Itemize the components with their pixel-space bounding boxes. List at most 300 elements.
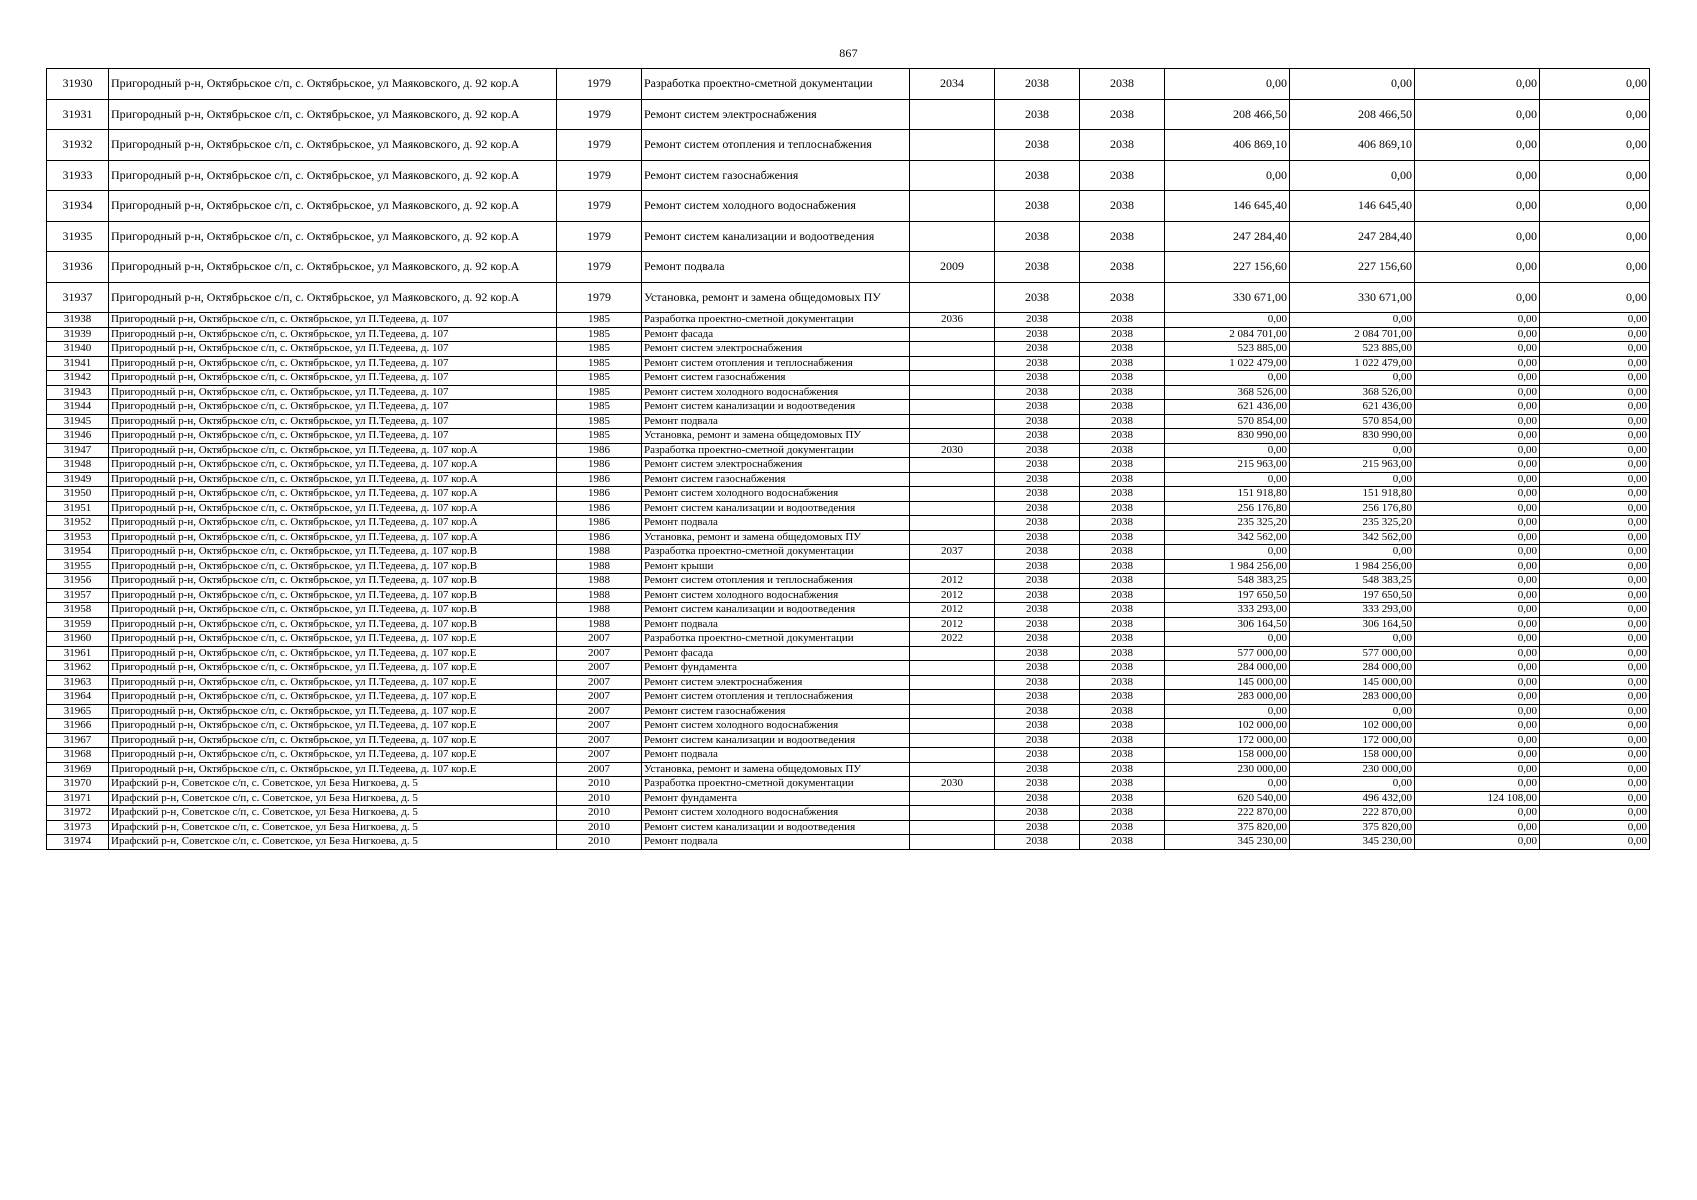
row-number-cell: 31967 [47,733,109,748]
other-cost-cell: 0,00 [1540,530,1650,545]
total-cost-cell: 330 671,00 [1165,282,1290,313]
total-cost-cell: 158 000,00 [1165,748,1290,763]
work-type-cell: Ремонт систем электроснабжения [642,342,910,357]
row-number-cell: 31968 [47,748,109,763]
row-number-cell: 31970 [47,777,109,792]
fund-cost-cell: 306 164,50 [1290,617,1415,632]
last-repair-year-cell [910,191,995,222]
row-number-cell: 31940 [47,342,109,357]
last-repair-year-cell [910,646,995,661]
address-cell: Пригородный р-н, Октябрьское с/п, с. Октябрьское, ул П.Тедеева, д. 107 кор.Е [109,646,557,661]
table-row [47,160,1650,191]
fund-cost-cell: 1 984 256,00 [1290,559,1415,574]
owner-cost-cell: 0,00 [1415,191,1540,222]
plan-start-year-cell: 2038 [995,487,1080,502]
build-year-cell: 1988 [557,545,642,560]
work-type-cell: Разработка проектно-сметной документации [642,632,910,647]
work-type-cell: Установка, ремонт и замена общедомовых ПУ [642,429,910,444]
other-cost-cell: 0,00 [1540,675,1650,690]
other-cost-cell: 0,00 [1540,835,1650,850]
plan-start-year-cell: 2038 [995,574,1080,589]
owner-cost-cell: 0,00 [1415,704,1540,719]
work-type-cell: Ремонт фасада [642,646,910,661]
fund-cost-cell: 0,00 [1290,632,1415,647]
table-row [47,762,1650,777]
row-number-cell: 31954 [47,545,109,560]
total-cost-cell: 284 000,00 [1165,661,1290,676]
row-number-cell: 31965 [47,704,109,719]
build-year-cell: 2007 [557,719,642,734]
row-number-cell: 31932 [47,130,109,161]
table-row [47,501,1650,516]
table-row [47,313,1650,328]
address-cell: Ирафский р-н, Советское с/п, с. Советское, ул Беза Нигкоева, д. 5 [109,806,557,821]
build-year-cell: 2010 [557,806,642,821]
plan-end-year-cell: 2038 [1080,191,1165,222]
last-repair-year-cell [910,487,995,502]
last-repair-year-cell [910,429,995,444]
owner-cost-cell: 0,00 [1415,472,1540,487]
plan-start-year-cell: 2038 [995,371,1080,386]
address-cell: Пригородный р-н, Октябрьское с/п, с. Октябрьское, ул П.Тедеева, д. 107 кор.Е [109,661,557,676]
owner-cost-cell: 0,00 [1415,487,1540,502]
total-cost-cell: 283 000,00 [1165,690,1290,705]
plan-start-year-cell: 2038 [995,130,1080,161]
table-row [47,820,1650,835]
fund-cost-cell: 0,00 [1290,777,1415,792]
build-year-cell: 1986 [557,443,642,458]
owner-cost-cell: 0,00 [1415,501,1540,516]
build-year-cell: 1985 [557,342,642,357]
last-repair-year-cell: 2034 [910,69,995,100]
fund-cost-cell: 333 293,00 [1290,603,1415,618]
work-type-cell: Ремонт систем газоснабжения [642,371,910,386]
total-cost-cell: 0,00 [1165,160,1290,191]
owner-cost-cell: 0,00 [1415,603,1540,618]
plan-start-year-cell: 2038 [995,646,1080,661]
table-body [47,69,1650,850]
owner-cost-cell: 0,00 [1415,282,1540,313]
total-cost-cell: 146 645,40 [1165,191,1290,222]
last-repair-year-cell [910,400,995,415]
work-type-cell: Ремонт подвала [642,617,910,632]
other-cost-cell: 0,00 [1540,327,1650,342]
last-repair-year-cell [910,820,995,835]
plan-end-year-cell: 2038 [1080,690,1165,705]
other-cost-cell: 0,00 [1540,342,1650,357]
other-cost-cell: 0,00 [1540,429,1650,444]
row-number-cell: 31949 [47,472,109,487]
fund-cost-cell: 0,00 [1290,443,1415,458]
owner-cost-cell: 0,00 [1415,675,1540,690]
address-cell: Пригородный р-н, Октябрьское с/п, с. Октябрьское, ул П.Тедеева, д. 107 кор.Е [109,675,557,690]
total-cost-cell: 345 230,00 [1165,835,1290,850]
table-row [47,661,1650,676]
last-repair-year-cell [910,99,995,130]
work-type-cell: Разработка проектно-сметной документации [642,313,910,328]
total-cost-cell: 548 383,25 [1165,574,1290,589]
last-repair-year-cell: 2036 [910,313,995,328]
last-repair-year-cell: 2030 [910,777,995,792]
build-year-cell: 1986 [557,487,642,502]
fund-cost-cell: 342 562,00 [1290,530,1415,545]
address-cell: Пригородный р-н, Октябрьское с/п, с. Октябрьское, ул Маяковского, д. 92 кор.А [109,191,557,222]
plan-start-year-cell: 2038 [995,501,1080,516]
table-row [47,835,1650,850]
address-cell: Пригородный р-н, Октябрьское с/п, с. Октябрьское, ул П.Тедеева, д. 107 кор.В [109,545,557,560]
work-type-cell: Установка, ремонт и замена общедомовых ПУ [642,282,910,313]
plan-end-year-cell: 2038 [1080,661,1165,676]
work-type-cell: Ремонт крыши [642,559,910,574]
owner-cost-cell: 0,00 [1415,762,1540,777]
build-year-cell: 2007 [557,690,642,705]
work-type-cell: Ремонт систем холодного водоснабжения [642,191,910,222]
row-number-cell: 31960 [47,632,109,647]
plan-start-year-cell: 2038 [995,429,1080,444]
fund-cost-cell: 0,00 [1290,371,1415,386]
work-type-cell: Ремонт систем канализации и водоотведения [642,820,910,835]
work-type-cell: Ремонт систем отопления и теплоснабжения [642,690,910,705]
address-cell: Пригородный р-н, Октябрьское с/п, с. Октябрьское, ул П.Тедеева, д. 107 [109,385,557,400]
total-cost-cell: 830 990,00 [1165,429,1290,444]
other-cost-cell: 0,00 [1540,191,1650,222]
table-row [47,791,1650,806]
row-number-cell: 31945 [47,414,109,429]
total-cost-cell: 368 526,00 [1165,385,1290,400]
total-cost-cell: 342 562,00 [1165,530,1290,545]
owner-cost-cell: 0,00 [1415,327,1540,342]
build-year-cell: 1985 [557,429,642,444]
other-cost-cell: 0,00 [1540,617,1650,632]
plan-start-year-cell: 2038 [995,385,1080,400]
build-year-cell: 1979 [557,99,642,130]
plan-start-year-cell: 2038 [995,252,1080,283]
total-cost-cell: 0,00 [1165,313,1290,328]
plan-start-year-cell: 2038 [995,835,1080,850]
build-year-cell: 1985 [557,327,642,342]
other-cost-cell: 0,00 [1540,443,1650,458]
table-row [47,252,1650,283]
address-cell: Пригородный р-н, Октябрьское с/п, с. Октябрьское, ул П.Тедеева, д. 107 [109,342,557,357]
owner-cost-cell: 0,00 [1415,356,1540,371]
plan-end-year-cell: 2038 [1080,748,1165,763]
fund-cost-cell: 0,00 [1290,160,1415,191]
row-number-cell: 31957 [47,588,109,603]
total-cost-cell: 0,00 [1165,472,1290,487]
row-number-cell: 31948 [47,458,109,473]
address-cell: Пригородный р-н, Октябрьское с/п, с. Октябрьское, ул П.Тедеева, д. 107 [109,371,557,386]
work-type-cell: Ремонт систем канализации и водоотведения [642,603,910,618]
row-number-cell: 31931 [47,99,109,130]
address-cell: Пригородный р-н, Октябрьское с/п, с. Октябрьское, ул П.Тедеева, д. 107 [109,429,557,444]
build-year-cell: 1986 [557,501,642,516]
table-row [47,327,1650,342]
build-year-cell: 2007 [557,748,642,763]
other-cost-cell: 0,00 [1540,704,1650,719]
total-cost-cell: 172 000,00 [1165,733,1290,748]
address-cell: Пригородный р-н, Октябрьское с/п, с. Октябрьское, ул П.Тедеева, д. 107 кор.Е [109,719,557,734]
build-year-cell: 1979 [557,160,642,191]
address-cell: Пригородный р-н, Октябрьское с/п, с. Октябрьское, ул Маяковского, д. 92 кор.А [109,130,557,161]
other-cost-cell: 0,00 [1540,371,1650,386]
fund-cost-cell: 227 156,60 [1290,252,1415,283]
build-year-cell: 1985 [557,414,642,429]
owner-cost-cell: 0,00 [1415,221,1540,252]
owner-cost-cell: 0,00 [1415,733,1540,748]
table-row [47,516,1650,531]
table-row [47,719,1650,734]
build-year-cell: 1988 [557,603,642,618]
build-year-cell: 2010 [557,791,642,806]
fund-cost-cell: 222 870,00 [1290,806,1415,821]
last-repair-year-cell [910,835,995,850]
plan-start-year-cell: 2038 [995,472,1080,487]
total-cost-cell: 247 284,40 [1165,221,1290,252]
owner-cost-cell: 0,00 [1415,690,1540,705]
total-cost-cell: 0,00 [1165,704,1290,719]
plan-start-year-cell: 2038 [995,191,1080,222]
plan-start-year-cell: 2038 [995,530,1080,545]
table-row [47,559,1650,574]
total-cost-cell: 570 854,00 [1165,414,1290,429]
address-cell: Пригородный р-н, Октябрьское с/п, с. Октябрьское, ул П.Тедеева, д. 107 кор.А [109,472,557,487]
row-number-cell: 31943 [47,385,109,400]
build-year-cell: 1985 [557,385,642,400]
plan-end-year-cell: 2038 [1080,221,1165,252]
row-number-cell: 31959 [47,617,109,632]
plan-end-year-cell: 2038 [1080,282,1165,313]
fund-cost-cell: 256 176,80 [1290,501,1415,516]
build-year-cell: 1979 [557,252,642,283]
work-type-cell: Ремонт систем отопления и теплоснабжения [642,574,910,589]
plan-end-year-cell: 2038 [1080,675,1165,690]
total-cost-cell: 621 436,00 [1165,400,1290,415]
build-year-cell: 1985 [557,400,642,415]
plan-start-year-cell: 2038 [995,342,1080,357]
total-cost-cell: 0,00 [1165,371,1290,386]
row-number-cell: 31963 [47,675,109,690]
fund-cost-cell: 621 436,00 [1290,400,1415,415]
build-year-cell: 1986 [557,516,642,531]
owner-cost-cell: 0,00 [1415,646,1540,661]
owner-cost-cell: 0,00 [1415,632,1540,647]
table-row [47,617,1650,632]
owner-cost-cell: 0,00 [1415,130,1540,161]
address-cell: Ирафский р-н, Советское с/п, с. Советское, ул Беза Нигкоева, д. 5 [109,820,557,835]
plan-end-year-cell: 2038 [1080,704,1165,719]
total-cost-cell: 1 022 479,00 [1165,356,1290,371]
address-cell: Пригородный р-н, Октябрьское с/п, с. Октябрьское, ул П.Тедеева, д. 107 [109,327,557,342]
address-cell: Ирафский р-н, Советское с/п, с. Советское, ул Беза Нигкоева, д. 5 [109,791,557,806]
address-cell: Пригородный р-н, Октябрьское с/п, с. Октябрьское, ул П.Тедеева, д. 107 кор.Е [109,690,557,705]
table-row [47,733,1650,748]
fund-cost-cell: 145 000,00 [1290,675,1415,690]
address-cell: Пригородный р-н, Октябрьское с/п, с. Октябрьское, ул Маяковского, д. 92 кор.А [109,252,557,283]
repair-schedule-table [46,68,1650,850]
plan-start-year-cell: 2038 [995,327,1080,342]
plan-start-year-cell: 2038 [995,690,1080,705]
total-cost-cell: 523 885,00 [1165,342,1290,357]
last-repair-year-cell: 2030 [910,443,995,458]
other-cost-cell: 0,00 [1540,282,1650,313]
plan-end-year-cell: 2038 [1080,632,1165,647]
plan-start-year-cell: 2038 [995,748,1080,763]
work-type-cell: Разработка проектно-сметной документации [642,69,910,100]
owner-cost-cell: 0,00 [1415,414,1540,429]
other-cost-cell: 0,00 [1540,791,1650,806]
owner-cost-cell: 0,00 [1415,617,1540,632]
fund-cost-cell: 197 650,50 [1290,588,1415,603]
owner-cost-cell: 0,00 [1415,719,1540,734]
table-row [47,690,1650,705]
address-cell: Пригородный р-н, Октябрьское с/п, с. Октябрьское, ул П.Тедеева, д. 107 кор.Е [109,704,557,719]
row-number-cell: 31933 [47,160,109,191]
owner-cost-cell: 0,00 [1415,777,1540,792]
address-cell: Пригородный р-н, Октябрьское с/п, с. Октябрьское, ул П.Тедеева, д. 107 кор.Е [109,632,557,647]
work-type-cell: Разработка проектно-сметной документации [642,777,910,792]
fund-cost-cell: 172 000,00 [1290,733,1415,748]
owner-cost-cell: 0,00 [1415,313,1540,328]
row-number-cell: 31947 [47,443,109,458]
plan-start-year-cell: 2038 [995,69,1080,100]
last-repair-year-cell [910,559,995,574]
address-cell: Пригородный р-н, Октябрьское с/п, с. Октябрьское, ул П.Тедеева, д. 107 кор.Е [109,762,557,777]
last-repair-year-cell: 2022 [910,632,995,647]
row-number-cell: 31952 [47,516,109,531]
plan-start-year-cell: 2038 [995,762,1080,777]
table-row [47,69,1650,100]
plan-end-year-cell: 2038 [1080,443,1165,458]
build-year-cell: 1979 [557,191,642,222]
plan-start-year-cell: 2038 [995,632,1080,647]
address-cell: Пригородный р-н, Октябрьское с/п, с. Октябрьское, ул П.Тедеева, д. 107 [109,356,557,371]
other-cost-cell: 0,00 [1540,472,1650,487]
plan-start-year-cell: 2038 [995,458,1080,473]
table-row [47,487,1650,502]
plan-start-year-cell: 2038 [995,545,1080,560]
fund-cost-cell: 284 000,00 [1290,661,1415,676]
work-type-cell: Ремонт систем газоснабжения [642,704,910,719]
plan-end-year-cell: 2038 [1080,69,1165,100]
total-cost-cell: 333 293,00 [1165,603,1290,618]
build-year-cell: 2007 [557,675,642,690]
last-repair-year-cell [910,385,995,400]
table-row [47,603,1650,618]
plan-start-year-cell: 2038 [995,559,1080,574]
build-year-cell: 2007 [557,704,642,719]
total-cost-cell: 577 000,00 [1165,646,1290,661]
owner-cost-cell: 0,00 [1415,748,1540,763]
work-type-cell: Установка, ремонт и замена общедомовых ПУ [642,762,910,777]
fund-cost-cell: 0,00 [1290,704,1415,719]
address-cell: Пригородный р-н, Октябрьское с/п, с. Октябрьское, ул Маяковского, д. 92 кор.А [109,221,557,252]
plan-end-year-cell: 2038 [1080,603,1165,618]
plan-end-year-cell: 2038 [1080,574,1165,589]
plan-end-year-cell: 2038 [1080,762,1165,777]
build-year-cell: 1979 [557,221,642,252]
plan-end-year-cell: 2038 [1080,719,1165,734]
other-cost-cell: 0,00 [1540,806,1650,821]
work-type-cell: Ремонт фундамента [642,791,910,806]
plan-start-year-cell: 2038 [995,820,1080,835]
plan-start-year-cell: 2038 [995,603,1080,618]
row-number-cell: 31962 [47,661,109,676]
address-cell: Пригородный р-н, Октябрьское с/п, с. Октябрьское, ул П.Тедеева, д. 107 кор.Е [109,748,557,763]
table-row [47,356,1650,371]
row-number-cell: 31974 [47,835,109,850]
address-cell: Пригородный р-н, Октябрьское с/п, с. Октябрьское, ул Маяковского, д. 92 кор.А [109,69,557,100]
last-repair-year-cell: 2012 [910,588,995,603]
address-cell: Пригородный р-н, Октябрьское с/п, с. Октябрьское, ул Маяковского, д. 92 кор.А [109,99,557,130]
table-row [47,530,1650,545]
fund-cost-cell: 1 022 479,00 [1290,356,1415,371]
plan-end-year-cell: 2038 [1080,160,1165,191]
total-cost-cell: 620 540,00 [1165,791,1290,806]
plan-end-year-cell: 2038 [1080,99,1165,130]
plan-end-year-cell: 2038 [1080,252,1165,283]
row-number-cell: 31941 [47,356,109,371]
total-cost-cell: 0,00 [1165,443,1290,458]
row-number-cell: 31936 [47,252,109,283]
work-type-cell: Ремонт систем газоснабжения [642,160,910,191]
fund-cost-cell: 283 000,00 [1290,690,1415,705]
work-type-cell: Ремонт подвала [642,252,910,283]
build-year-cell: 2010 [557,820,642,835]
work-type-cell: Ремонт фасада [642,327,910,342]
address-cell: Ирафский р-н, Советское с/п, с. Советское, ул Беза Нигкоева, д. 5 [109,777,557,792]
total-cost-cell: 375 820,00 [1165,820,1290,835]
plan-end-year-cell: 2038 [1080,617,1165,632]
fund-cost-cell: 235 325,20 [1290,516,1415,531]
plan-end-year-cell: 2038 [1080,400,1165,415]
last-repair-year-cell [910,501,995,516]
address-cell: Пригородный р-н, Октябрьское с/п, с. Октябрьское, ул П.Тедеева, д. 107 кор.В [109,588,557,603]
total-cost-cell: 406 869,10 [1165,130,1290,161]
address-cell: Пригородный р-н, Октябрьское с/п, с. Октябрьское, ул П.Тедеева, д. 107 [109,400,557,415]
other-cost-cell: 0,00 [1540,313,1650,328]
fund-cost-cell: 247 284,40 [1290,221,1415,252]
last-repair-year-cell [910,530,995,545]
last-repair-year-cell [910,704,995,719]
plan-start-year-cell: 2038 [995,282,1080,313]
total-cost-cell: 227 156,60 [1165,252,1290,283]
plan-start-year-cell: 2038 [995,516,1080,531]
plan-start-year-cell: 2038 [995,443,1080,458]
plan-end-year-cell: 2038 [1080,777,1165,792]
plan-start-year-cell: 2038 [995,588,1080,603]
work-type-cell: Ремонт систем электроснабжения [642,99,910,130]
address-cell: Пригородный р-н, Октябрьское с/п, с. Октябрьское, ул П.Тедеева, д. 107 [109,414,557,429]
plan-start-year-cell: 2038 [995,719,1080,734]
plan-start-year-cell: 2038 [995,160,1080,191]
table-row [47,675,1650,690]
other-cost-cell: 0,00 [1540,719,1650,734]
work-type-cell: Ремонт систем холодного водоснабжения [642,385,910,400]
plan-end-year-cell: 2038 [1080,559,1165,574]
other-cost-cell: 0,00 [1540,414,1650,429]
work-type-cell: Ремонт систем электроснабжения [642,675,910,690]
owner-cost-cell: 0,00 [1415,458,1540,473]
owner-cost-cell: 0,00 [1415,588,1540,603]
row-number-cell: 31939 [47,327,109,342]
owner-cost-cell: 0,00 [1415,661,1540,676]
build-year-cell: 2007 [557,646,642,661]
fund-cost-cell: 0,00 [1290,545,1415,560]
plan-end-year-cell: 2038 [1080,414,1165,429]
fund-cost-cell: 830 990,00 [1290,429,1415,444]
table-row [47,414,1650,429]
owner-cost-cell: 0,00 [1415,559,1540,574]
